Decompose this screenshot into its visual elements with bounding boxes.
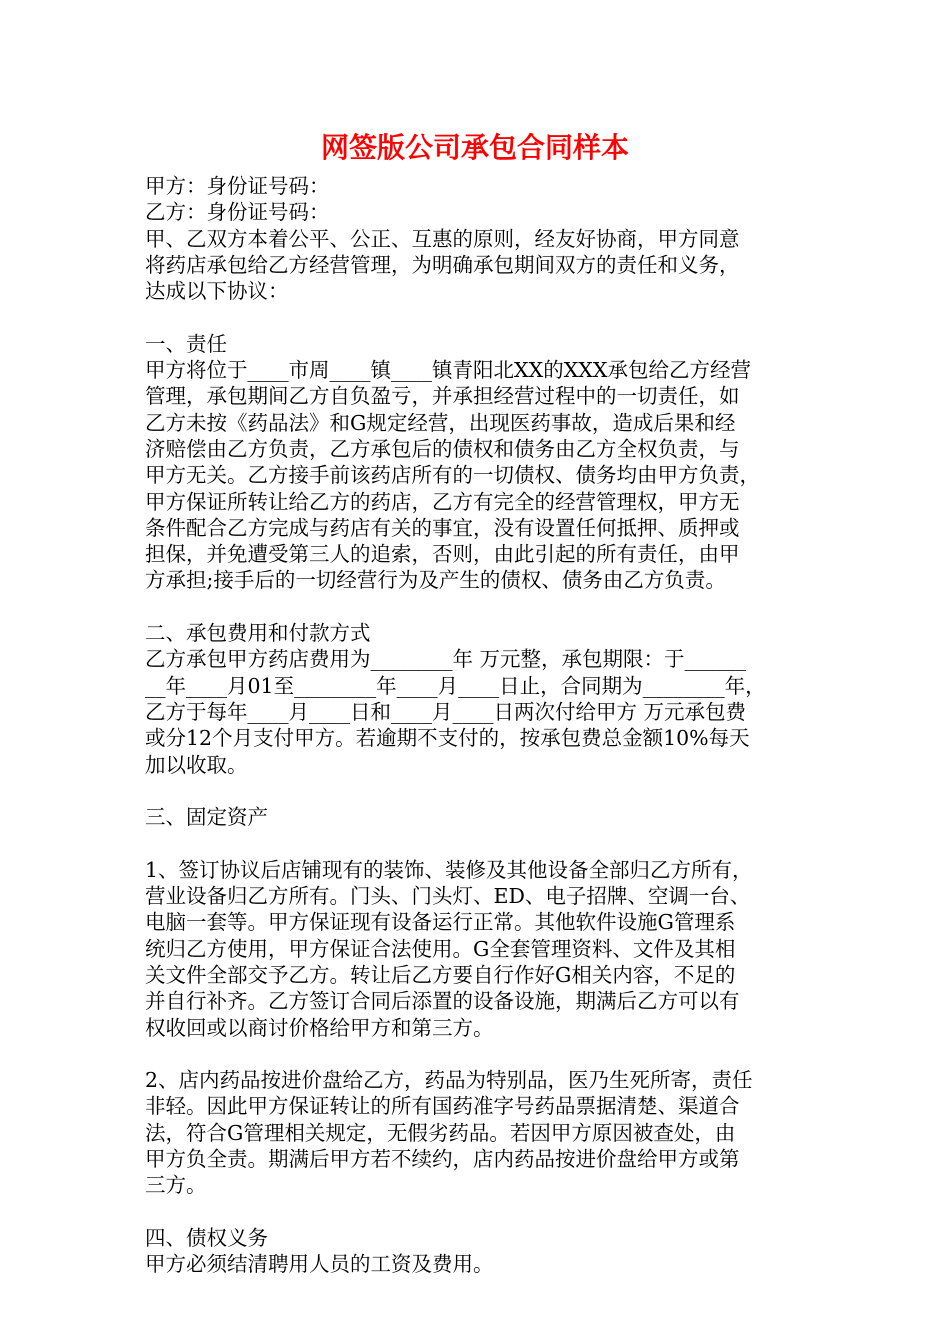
document-line: 一、责任 xyxy=(145,331,227,356)
document-title: 网签版公司承包合同样本 xyxy=(320,131,629,164)
document-line: 1、签订协议后店铺现有的装饰、装修及其他设备全部归乙方所有， xyxy=(145,857,753,882)
blank-line xyxy=(145,304,825,330)
document-line: 并自行补齐。乙方签订合同后添置的设备设施，期满后乙方可以有 xyxy=(145,989,740,1014)
document-line: 条件配合乙方完成与药店有关的事宜，没有设置任何抵押、质押或 xyxy=(145,515,740,540)
document-line: 甲方：身份证号码： xyxy=(145,174,330,198)
document-line: 济赔偿由乙方负责，乙方承包后的债权和债务由乙方全权负责，与 xyxy=(145,436,740,461)
blank-line xyxy=(145,830,825,856)
document-line: 关文件全部交予乙方。转让后乙方要自行作好G相关内容，不足的 xyxy=(145,962,736,987)
document-line: __年____月01至________年____月____日止，合同期为________年， xyxy=(145,673,766,698)
document-line: 二、承包费用和付款方式 xyxy=(145,621,371,646)
document-line: 甲方保证所转让给乙方的药店，乙方有完全的经营管理权，甲方无 xyxy=(145,489,740,514)
document-line: 三方。 xyxy=(145,1173,207,1198)
document-line: 乙方于每年____月____日和____月____日两次付给甲方 万元承包费 xyxy=(145,699,747,724)
document-line: 四、债权义务 xyxy=(145,1225,268,1250)
document-line: 乙方：身份证号码： xyxy=(145,200,330,225)
document-line: 甲方将位于____市周____镇____镇青阳北XX的XXX承包给乙方经营 xyxy=(145,358,751,383)
document-line: 营业设备归乙方所有。门头、门头灯、ED、电子招牌、空调一台、 xyxy=(145,884,751,909)
blank-line xyxy=(145,594,825,620)
document-line: 达成以下协议： xyxy=(145,279,289,304)
document-line: 乙方未按《药品法》和G规定经营，出现医药事故，造成后果和经 xyxy=(145,410,736,435)
document-line: 甲方无关。乙方接手前该药店所有的一切债权、债务均由甲方负责， xyxy=(145,463,760,488)
document-line: 甲方负全责。期满后甲方若不续约，店内药品按进价盘给甲方或第 xyxy=(145,1146,740,1171)
document-line: 三、固定资产 xyxy=(145,805,268,830)
document-line: 乙方承包甲方药店费用为________年 万元整，承包期限：于______ xyxy=(145,647,747,672)
blank-line xyxy=(145,1041,825,1067)
document-line: 电脑一套等。甲方保证现有设备运行正常。其他软件设施G管理系 xyxy=(145,910,736,935)
document-line: 非轻。因此甲方保证转让的所有国药准字号药品票据清楚、渠道合 xyxy=(145,1094,740,1119)
document-line: 权收回或以商讨价格给甲方和第三方。 xyxy=(145,1015,494,1040)
document-line: 加以收取。 xyxy=(145,752,248,777)
document-line: 方承担;接手后的一切经营行为及产生的债权、债务由乙方负责。 xyxy=(145,568,726,593)
document-line: 统归乙方使用，甲方保证合法使用。G全套管理资料、文件及其相 xyxy=(145,936,736,961)
document-line: 将药店承包给乙方经营管理，为明确承包期间双方的责任和义务， xyxy=(145,252,740,277)
document-line: 法，符合G管理相关规定，无假劣药品。若因甲方原因被查处，由 xyxy=(145,1120,736,1145)
blank-line xyxy=(145,1199,825,1225)
document-line: 或分12个月支付甲方。若逾期不支付的，按承包费总金额10%每天 xyxy=(145,726,750,751)
document-line: 2、店内药品按进价盘给乙方，药品为特别品，医乃生死所寄，责任 xyxy=(145,1068,753,1093)
document-line: 甲、乙双方本着公平、公正、互惠的原则，经友好协商，甲方同意 xyxy=(145,226,740,251)
document-line: 甲方必须结清聘用人员的工资及费用。 xyxy=(145,1252,494,1277)
blank-line xyxy=(145,778,825,804)
document-line: 管理，承包期间乙方自负盈亏，并承担经营过程中的一切责任，如 xyxy=(145,384,740,409)
document-body xyxy=(145,173,825,1277)
document-line: 担保，并免遭受第三人的追索，否则，由此引起的所有责任，由甲 xyxy=(145,542,740,567)
